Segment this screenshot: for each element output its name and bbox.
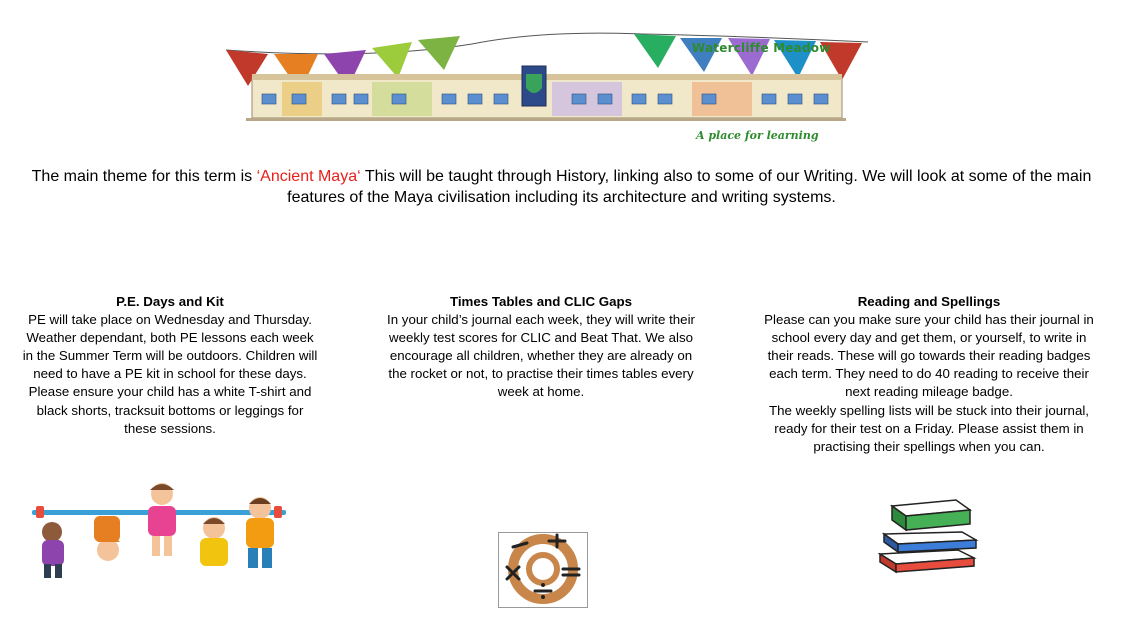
reading-heading: Reading and Spellings [857,294,1001,309]
spellings-text: The weekly spelling lists will be stuck into their journal, ready for their test on a Friday. Please assist them in practising their spellings when you can. [768,402,1089,454]
times-tables-text: In your child’s journal each week, they will write their weekly test scores for CLIC and Beat That. We also encourage all children, whether they are already on the rocket or not, to practise their times tables every week at home. [387,312,695,400]
reading-text: Please can you make sure your child has their journal in school every day and get them, or yourself, to write in their reads. These will go towards their reading badges each term. They need to do 40 reading to receive their next reading mileage badge. [764,312,1094,400]
school-name: Watercliffe Meadow [692,41,831,55]
reading-section [762,293,1096,456]
school-banner [222,8,870,142]
maths-symbols-icon [498,532,588,608]
school-building-illustration [222,8,870,138]
intro-text-end: This will be taught through History, linking also to some of our Writing. We will look at some of the main features of the Maya civilisation including its architecture and writing systems. [287,168,1092,206]
pe-text: PE will take place on Wednesday and Thursday. Weather dependant, both PE lessons each week in the Summer Term will be outdoors. Children will need to have a PE kit in school for these days. Please ensure your child has a white T-shirt and black shorts, tracksuit bottoms or leggings for these sessions. [22,312,318,436]
pe-section [22,293,318,438]
children-hanging-on-bar-icon [28,480,290,580]
intro-paragraph [20,166,1103,208]
term-theme: ‘Ancient Maya‘ [256,168,361,185]
times-tables-section [386,293,696,402]
school-motto: A place for learning [696,129,819,142]
pe-heading: P.E. Days and Kit [116,294,224,309]
stack-of-books-icon [870,492,982,576]
intro-text-start: The main theme for this term is [31,168,257,185]
times-tables-heading: Times Tables and CLIC Gaps [449,294,633,309]
